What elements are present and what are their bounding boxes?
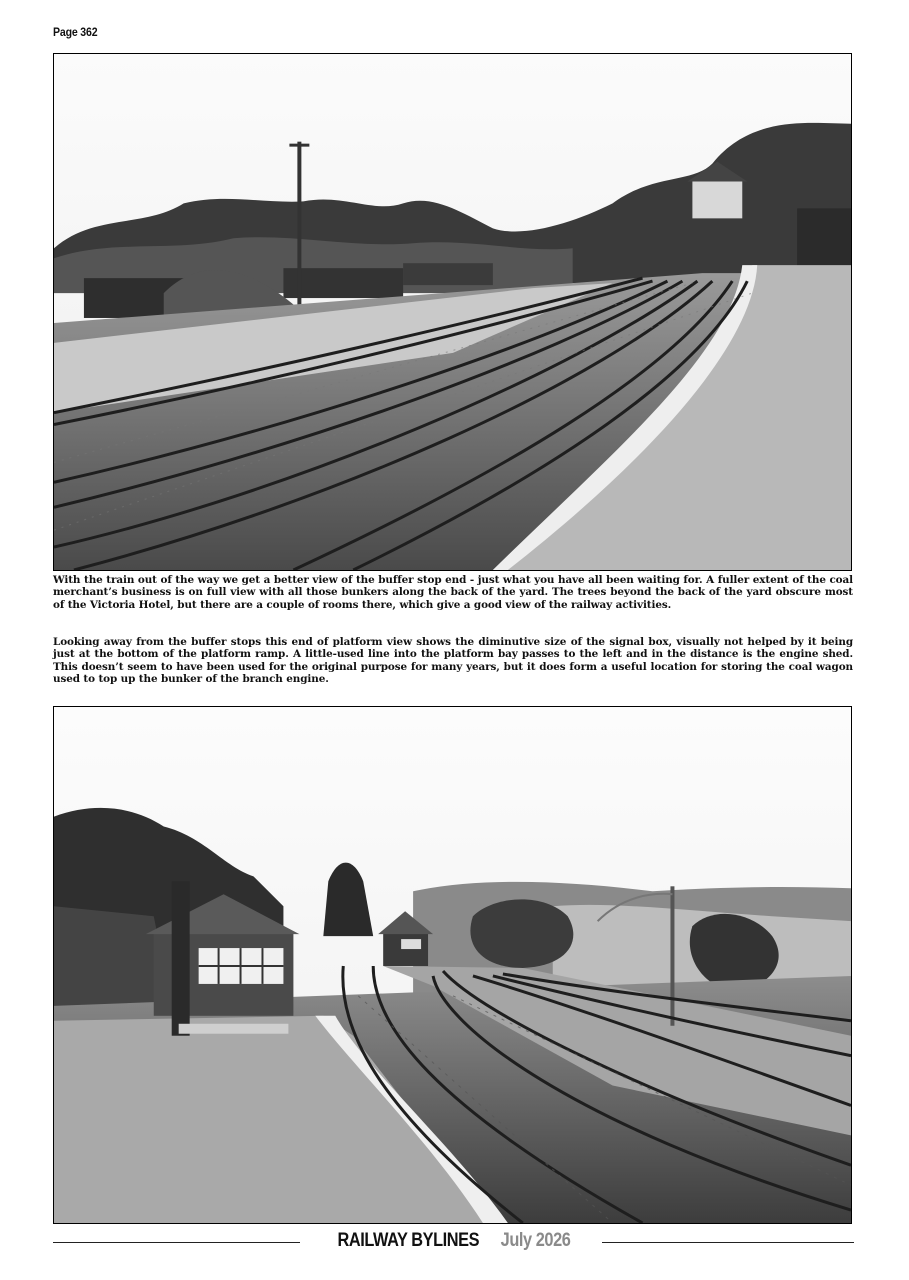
photo-caption-top: With the train out of the way we get a better view of the buffer stop end - just what you have all been waiting for. A fuller extent of the coal merchant’s business is on full view with all those bunkers along the back of the yard. The trees beyond the back of the yard obscure most of the Victoria Hotel, but there are a couple of rooms there, which give a good view of the railway activities. — [53, 574, 853, 611]
photo-caption-bottom: Looking away from the buffer stops this end of platform view shows the diminutive size of the signal box, visually not helped by it being just at the bottom of the platform ramp. A little-used line into the platform bay passes to the left and in the distance is the engine shed. This doesn’t seem to have been used for the original purpose for many years, but it does form a useful location for storing the coal wagon used to top up the bunker of the branch engine. — [53, 636, 853, 686]
magazine-title: RAILWAY BYLINES — [337, 1230, 479, 1251]
page-number: Page 362 — [53, 25, 98, 39]
railway-yard-photo — [53, 53, 852, 571]
issue-date: July 2026 — [500, 1230, 571, 1251]
footer-rule-left — [53, 1242, 300, 1243]
photo-image — [54, 54, 851, 570]
signal-box-photo — [53, 706, 852, 1224]
photo-image — [54, 707, 851, 1223]
magazine-footer — [300, 1230, 602, 1252]
footer-rule-right — [602, 1242, 854, 1243]
